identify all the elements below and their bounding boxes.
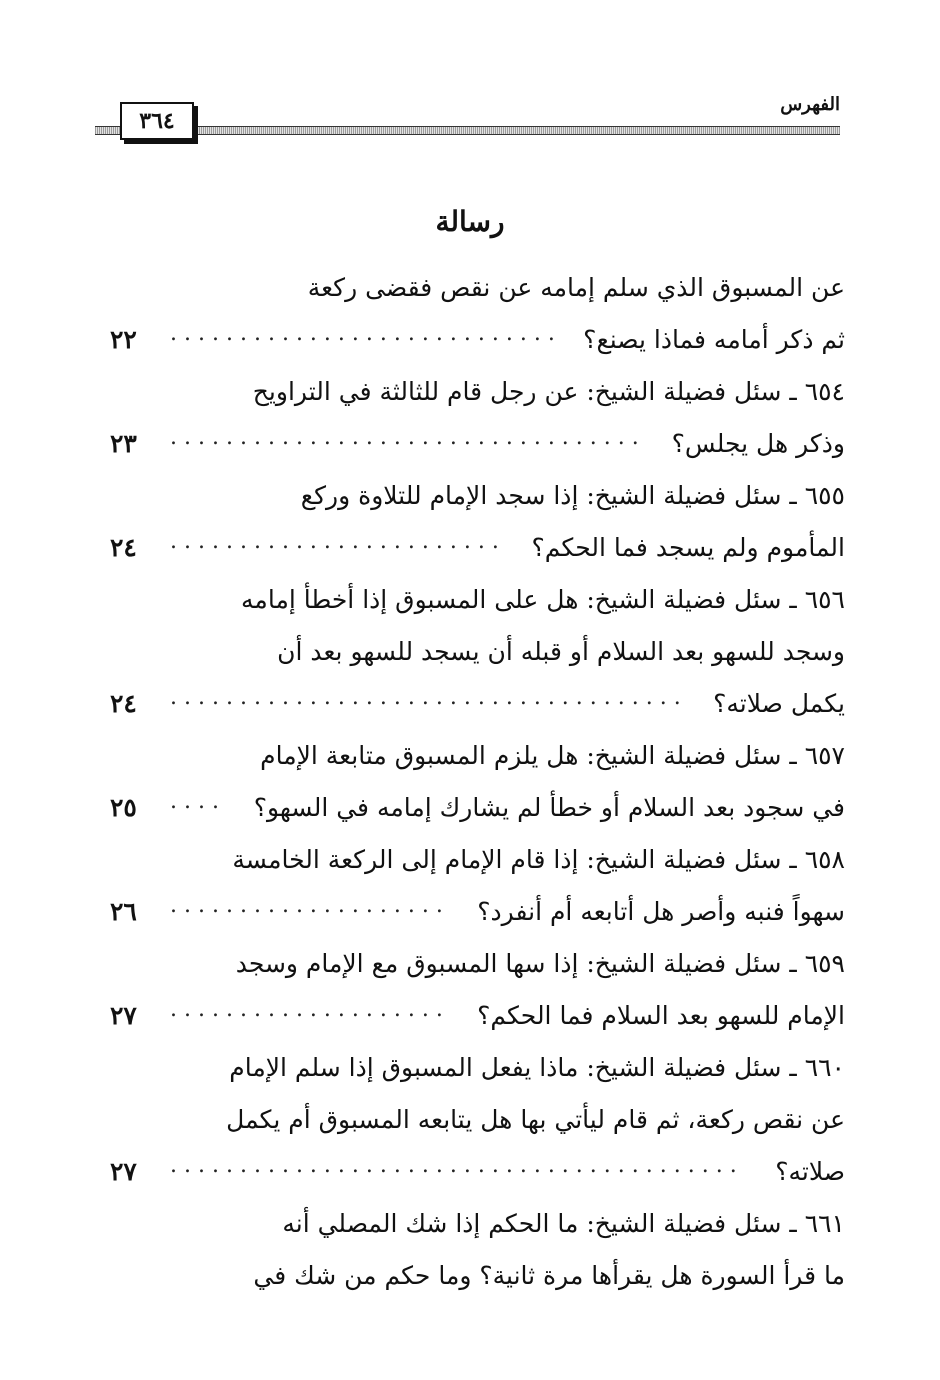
toc-page-number: ٢٢ <box>110 325 137 354</box>
toc-line <box>100 782 845 834</box>
toc-line-text: ثم ذكر أمامه فماذا يصنع؟ <box>583 325 845 354</box>
toc-page-number: ٢٦ <box>110 897 137 926</box>
toc-line <box>100 1094 845 1146</box>
toc-page-number: ٢٤ <box>110 533 137 562</box>
toc-line <box>100 470 845 522</box>
toc-line-text: الإمام للسهو بعد السلام فما الحكم؟ <box>477 1001 845 1030</box>
toc-line <box>100 262 845 314</box>
section-title: رسالة <box>435 205 505 238</box>
toc-leader-dots: .... <box>170 789 226 814</box>
header-title: الفهرس <box>780 94 840 115</box>
toc-line-text: المأموم ولم يسجد فما الحكم؟ <box>531 533 845 562</box>
toc-line-text: ٦٥٩ ـ سئل فضيلة الشيخ: إذا سها المسبوق مع الإمام وسجد <box>235 949 845 978</box>
toc-line <box>100 1250 845 1302</box>
toc-page-number: ٢٥ <box>110 793 137 822</box>
toc-line <box>100 886 845 938</box>
toc-line <box>100 990 845 1042</box>
toc-line-text: ٦٦٠ ـ سئل فضيلة الشيخ: ماذا يفعل المسبوق إذا سلم الإمام <box>229 1053 845 1082</box>
toc-page-number: ٢٧ <box>110 1001 137 1030</box>
toc-line <box>100 418 845 470</box>
toc-line-text: ٦٦١ ـ سئل فضيلة الشيخ: ما الحكم إذا شك المصلي أنه <box>282 1209 845 1238</box>
toc-line <box>100 938 845 990</box>
toc-line-text: ما قرأ السورة هل يقرأها مرة ثانية؟ وما حكم من شك في <box>253 1261 845 1290</box>
page-header <box>95 90 840 150</box>
toc-line <box>100 1198 845 1250</box>
toc-line-text: صلاته؟ <box>775 1157 845 1186</box>
toc-line-text: ٦٥٧ ـ سئل فضيلة الشيخ: هل يلزم المسبوق متابعة الإمام <box>260 741 845 770</box>
toc-line-text: وسجد للسهو بعد السلام أو قبله أن يسجد للسهو بعد أن <box>277 637 845 666</box>
toc-line-text: ٦٥٤ ـ سئل فضيلة الشيخ: عن رجل قام للثالثة في التراويح <box>252 377 845 406</box>
toc-line <box>100 366 845 418</box>
toc-line <box>100 574 845 626</box>
toc-line <box>100 522 845 574</box>
toc-leader-dots: ..................................... <box>170 685 688 710</box>
toc-line <box>100 730 845 782</box>
toc-line-text: ٦٥٦ ـ سئل فضيلة الشيخ: هل على المسبوق إذا أخطأ إمامه <box>241 585 845 614</box>
toc-page-number: ٢٣ <box>110 429 137 458</box>
toc-line-text: ٦٥٨ ـ سئل فضيلة الشيخ: إذا قام الإمام إلى الركعة الخامسة <box>232 845 845 874</box>
toc-line <box>100 1042 845 1094</box>
toc-line <box>100 626 845 678</box>
toc-leader-dots: ............................ <box>170 321 562 346</box>
toc-line-text: يكمل صلاته؟ <box>713 689 845 718</box>
toc-leader-dots: ........................ <box>170 529 506 554</box>
toc-page-number: ٢٧ <box>110 1157 137 1186</box>
toc-line <box>100 1146 845 1198</box>
toc-line-text: ٦٥٥ ـ سئل فضيلة الشيخ: إذا سجد الإمام للتلاوة وركع <box>300 481 845 510</box>
toc-line-text: عن المسبوق الذي سلم إمامه عن نقص فقضى ركعة <box>307 273 845 302</box>
toc-leader-dots: .................................. <box>170 425 646 450</box>
table-of-contents <box>100 262 845 1302</box>
toc-leader-dots: .................... <box>170 893 450 918</box>
toc-line <box>100 834 845 886</box>
page-number: ٣٦٤ <box>120 102 194 140</box>
toc-leader-dots: ......................................... <box>170 1153 744 1178</box>
toc-leader-dots: .................... <box>170 997 450 1022</box>
toc-line-text: وذكر هل يجلس؟ <box>671 429 845 458</box>
toc-page-number: ٢٤ <box>110 689 137 718</box>
toc-line <box>100 678 845 730</box>
toc-line-text: في سجود بعد السلام أو خطأ لم يشارك إمامه في السهو؟ <box>253 793 845 822</box>
header-rule <box>95 126 840 135</box>
toc-line <box>100 314 845 366</box>
toc-line-text: عن نقص ركعة، ثم قام ليأتي بها هل يتابعه المسبوق أم يكمل <box>226 1105 845 1134</box>
toc-line-text: سهواً فنبه وأصر هل أتابعه أم أنفرد؟ <box>477 897 845 926</box>
